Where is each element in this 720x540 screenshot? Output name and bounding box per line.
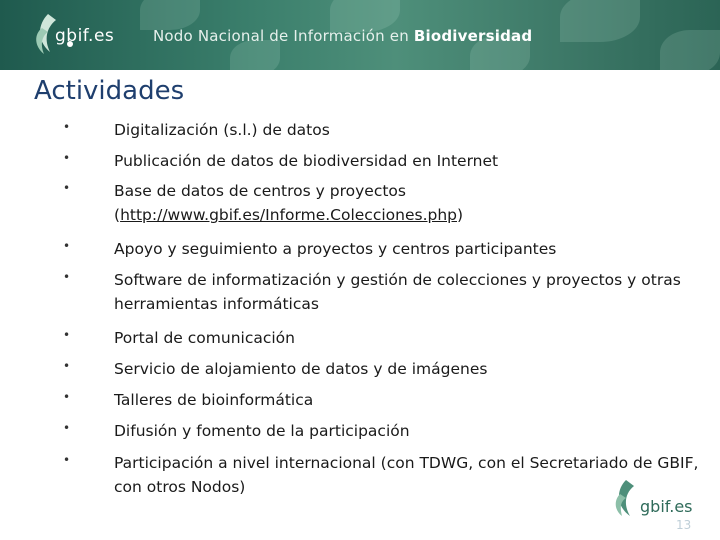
slide-title: Actividades [34,76,185,106]
slide-number: 13 [676,518,692,532]
bullet: • [63,453,71,467]
list-item-text: Portal de comunicación [114,329,295,347]
bullet: • [63,120,71,134]
list-item-text: Apoyo y seguimiento a proyectos y centros participantes [114,240,557,258]
bullet: • [63,151,71,165]
bullet: • [63,359,71,373]
bullet: • [63,328,71,342]
list-item-text: Servicio de alojamiento de datos y de imágenes [114,360,488,378]
bullet: • [63,181,71,195]
link-prefix: ( [114,206,121,224]
header-title-bold: Biodiversidad [413,27,533,45]
list-item-text: Participación a nivel internacional (con TDWG, con el Secretariado de GBIF, con otros Nodos) [114,454,699,496]
header-title [153,27,532,45]
list-item-text: Base de datos de centros y proyectos [114,182,406,200]
list-item-text-block [114,179,710,227]
header-logo-text: gbif.es [55,26,115,46]
footer-logo-text: gbif.es [640,497,693,516]
link-suffix: ) [457,206,464,224]
bullet: • [63,390,71,404]
bullet: • [63,421,71,435]
list-item-text: Software de informatización y gestión de colecciones y proyectos y otras herramientas informáticas [114,271,681,313]
list-item-text: Digitalización (s.l.) de datos [114,121,330,139]
header-title-prefix: Nodo Nacional de Información en [153,27,414,45]
list-item-text: Talleres de bioinformática [114,391,314,409]
list-item-text: Difusión y fomento de la participación [114,422,410,440]
bullet: • [63,270,71,284]
colecciones-link[interactable]: http://www.gbif.es/Informe.Colecciones.php [120,206,457,224]
bullet: • [63,239,71,253]
list-item-text: Publicación de datos de biodiversidad en Internet [114,152,499,170]
header-banner [0,0,720,70]
